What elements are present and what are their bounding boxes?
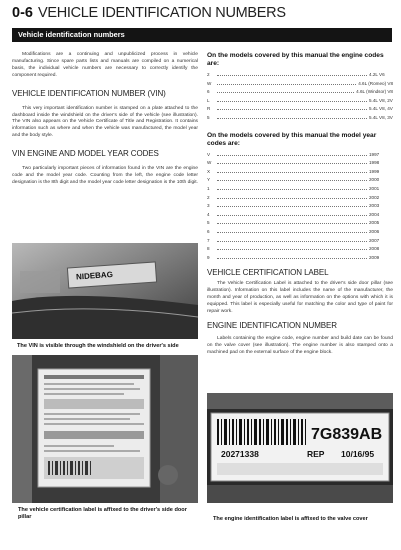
code-letter: 2 [207, 72, 210, 77]
code-row [207, 237, 393, 246]
code-value: 2002 [369, 194, 380, 200]
code-row [207, 114, 393, 123]
engine-label-number: 20271338 [221, 449, 259, 459]
code-letter: 2 [207, 194, 210, 200]
page-header [12, 4, 392, 24]
code-letter: 1 [207, 185, 210, 191]
page-number: 0-6 [12, 5, 33, 21]
leader-dots [217, 215, 367, 216]
leader-dots [217, 189, 367, 190]
engine-label-rep: REP [307, 449, 325, 459]
leader-dots [217, 155, 367, 156]
code-letter: 4 [207, 211, 210, 217]
code-row [207, 71, 393, 80]
code-value: 2001 [369, 185, 380, 191]
code-value: 5.4L V8, 4V [369, 106, 393, 112]
leader-dots [217, 118, 367, 119]
code-letter: 6 [207, 89, 210, 95]
code-letter: Y [207, 177, 211, 183]
code-letter: 5 [207, 114, 210, 120]
code-row [207, 245, 393, 254]
code-value: 4.6L (Windsor) V8 [356, 89, 393, 95]
code-row [207, 168, 393, 177]
code-row [207, 80, 393, 89]
leader-dots [217, 109, 367, 110]
leader-dots [217, 92, 354, 93]
code-value: 2007 [369, 237, 380, 243]
vin-photo [12, 243, 198, 339]
code-value: 2006 [369, 228, 380, 234]
leader-dots [217, 84, 356, 85]
engine-codes-list [207, 71, 393, 123]
left-column [12, 52, 198, 187]
code-value: 1998 [369, 160, 380, 166]
vin-paragraph: This very important identification number is stamped on a plate attached to the dashboard inside the windshield on the driver's side of the vehicle (see illustration). The VIN also appears on the Vehicle Certificate of Title and Registration. It contains information such as where and when the vehicle was manufactured, the model year and the body style. [12, 105, 198, 139]
leader-dots [217, 232, 367, 233]
engine-id-paragraph: Labels containing the engine code, engine number and build date can be found on the valve cover (see illustration). The engine number is also stamped onto a machined pad on the external surface of the engine block. [207, 335, 393, 355]
code-letter: R [207, 106, 211, 112]
cert-label-heading: VEHICLE CERTIFICATION LABEL [207, 268, 329, 278]
vin-codes-heading: VIN ENGINE AND MODEL YEAR CODES [12, 149, 159, 159]
code-row [207, 176, 393, 185]
cert-label-image [12, 355, 198, 503]
vin-caption: The VIN is visible through the windshield on the driver's side [17, 343, 179, 349]
code-letter: V [207, 151, 211, 157]
code-row [207, 159, 393, 168]
code-row [207, 202, 393, 211]
vin-codes-paragraph: Two particularly important pieces of information found in the VIN are the engine code and the model year code. Counting from the left, the engine code letter designation is the 8th digit and the model year code letter designation is the 10th digit. [12, 166, 198, 185]
engine-label-image [207, 393, 393, 503]
code-value: 4.6L (Romeo) V8 [358, 80, 393, 86]
code-value: 2009 [369, 254, 380, 260]
code-value: 5.4L V8, 3V [369, 114, 393, 120]
code-value: 2005 [369, 220, 380, 226]
code-row [207, 97, 393, 106]
leader-dots [217, 198, 367, 199]
code-letter: W [207, 80, 212, 86]
engine-label-date: 10/16/95 [341, 449, 375, 459]
code-value: 2000 [369, 177, 380, 183]
code-row [207, 88, 393, 97]
cert-label-photo [12, 355, 198, 503]
leader-dots [217, 249, 367, 250]
leader-dots [217, 258, 367, 259]
leader-dots [217, 180, 367, 181]
section-banner: Vehicle identification numbers [12, 28, 392, 42]
code-row [207, 211, 393, 220]
leader-dots [217, 223, 367, 224]
code-row [207, 105, 393, 114]
leader-dots [217, 163, 367, 164]
leader-dots [217, 206, 367, 207]
code-value: 1997 [369, 151, 380, 157]
code-letter: 8 [207, 246, 210, 252]
code-letter: 9 [207, 254, 210, 260]
code-value: 1999 [369, 168, 380, 174]
engine-label-caption: The engine identification label is affixed to the valve cover [213, 516, 368, 522]
code-letter: 7 [207, 237, 210, 243]
code-letter: 3 [207, 203, 210, 209]
code-value: 4.2L V6 [369, 72, 385, 77]
leader-dots [217, 101, 367, 102]
vin-heading: VEHICLE IDENTIFICATION NUMBER (VIN) [12, 88, 166, 98]
code-row [207, 219, 393, 228]
engine-label-code: 7G839AB [311, 426, 383, 443]
engine-label-photo [207, 393, 393, 503]
code-row [207, 228, 393, 237]
leader-dots [217, 172, 367, 173]
code-value: 2003 [369, 203, 380, 209]
code-row [207, 194, 393, 203]
leader-dots [217, 241, 367, 242]
code-letter: W [207, 160, 212, 166]
code-row [207, 151, 393, 160]
code-value: 5.4L V8, 2V [369, 97, 393, 103]
vin-plate-text: NIDEBAG [75, 269, 114, 282]
model-year-list [207, 151, 393, 263]
code-row [207, 185, 393, 194]
right-column [207, 52, 393, 357]
intro-paragraph: Modifications are a continuing and unpublicized process in vehicle manufacturing. Since spare parts lists and manuals are compiled on a numerical basis, the individual vehicle numbers are necessary to correctly identify the component required. [12, 52, 198, 78]
engine-codes-heading: On the models covered by this manual the engine codes are: [207, 52, 384, 67]
cert-label-paragraph: The Vehicle Certification Label is attached to the driver's side door pillar (see illustration). Information on this label includes the name of the manufacturer, the month and year of production, as well as information on the options with which it is equipped. This label is especially useful for matching the color and type of paint for repair work. [207, 281, 393, 314]
code-letter: L [207, 97, 210, 103]
leader-dots [217, 75, 367, 76]
code-row [207, 254, 393, 263]
code-letter: 5 [207, 220, 210, 226]
code-value: 2008 [369, 246, 380, 252]
engine-id-heading: ENGINE IDENTIFICATION NUMBER [207, 320, 337, 330]
cert-label-caption: The vehicle certification label is affixed to the driver's side door pillar [18, 507, 187, 520]
vin-windshield-image [12, 243, 198, 339]
code-value: 2004 [369, 211, 380, 217]
page-title: VEHICLE IDENTIFICATION NUMBERS [37, 5, 286, 21]
code-letter: 6 [207, 228, 210, 234]
code-letter: X [207, 168, 211, 174]
model-year-heading: On the models covered by this manual the model year codes are: [207, 131, 377, 147]
